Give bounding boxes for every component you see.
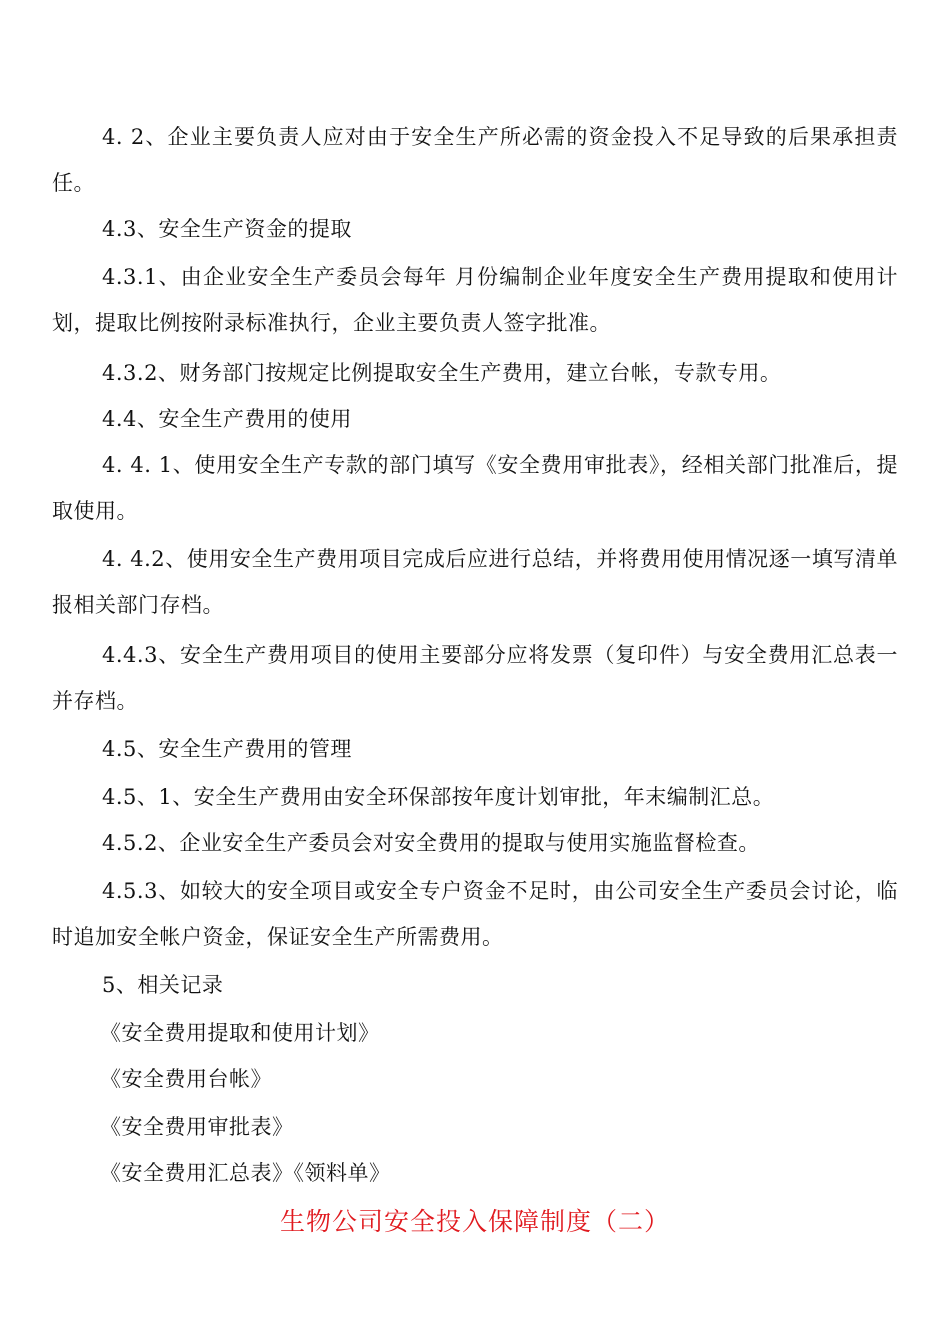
record-item-ledger: 《安全费用台帐》: [100, 1067, 272, 1091]
paragraph-4-3-2: 4.3.2、财务部门按规定比例提取安全生产费用，建立台帐，专款专用。: [102, 361, 782, 385]
record-item-approval: 《安全费用审批表》: [100, 1115, 294, 1139]
heading-4-3: 4.3、安全生产资金的提取: [102, 217, 352, 241]
paragraph-4-4-2: 4. 4.2、使用安全生产费用项目完成后应进行总结，并将费用使用情况逐一填写清单报相关部门存档。: [52, 547, 898, 617]
paragraph-4-4-1: 4. 4. 1、使用安全生产专款的部门填写《安全费用审批表》，经相关部门批准后，提取使用。: [52, 453, 898, 523]
paragraph-4-4-3: 4.4.3、安全生产费用项目的使用主要部分应将发票（复印件）与安全费用汇总表一并存档。: [52, 643, 898, 713]
paragraph-4-5-2: 4.5.2、企业安全生产委员会对安全费用的提取与使用实施监督检查。: [102, 831, 760, 855]
record-item-plan: 《安全费用提取和使用计划》: [100, 1021, 380, 1045]
paragraph-4-3-1: 4.3.1、由企业安全生产委员会每年 月份编制企业年度安全生产费用提取和使用计划，提取比例按附录标准执行，企业主要负责人签字批准。: [52, 265, 898, 335]
paragraph-4-5-1: 4.5、1、安全生产费用由安全环保部按年度计划审批，年末编制汇总。: [102, 785, 775, 809]
record-item-summary: 《安全费用汇总表》《领料单》: [100, 1161, 391, 1185]
section-title: 生物公司安全投入保障制度（二）: [279, 1207, 670, 1236]
heading-5-records: 5、相关记录: [102, 973, 224, 997]
heading-4-5: 4.5、安全生产费用的管理: [102, 737, 352, 761]
paragraph-4-5-3: 4.5.3、如较大的安全项目或安全专户资金不足时，由公司安全生产委员会讨论，临时追加安全帐户资金，保证安全生产所需费用。: [52, 879, 898, 949]
paragraph-4-2: 4. 2、企业主要负责人应对由于安全生产所必需的资金投入不足导致的后果承担责任。: [52, 125, 898, 195]
heading-4-4: 4.4、安全生产费用的使用: [102, 407, 352, 431]
